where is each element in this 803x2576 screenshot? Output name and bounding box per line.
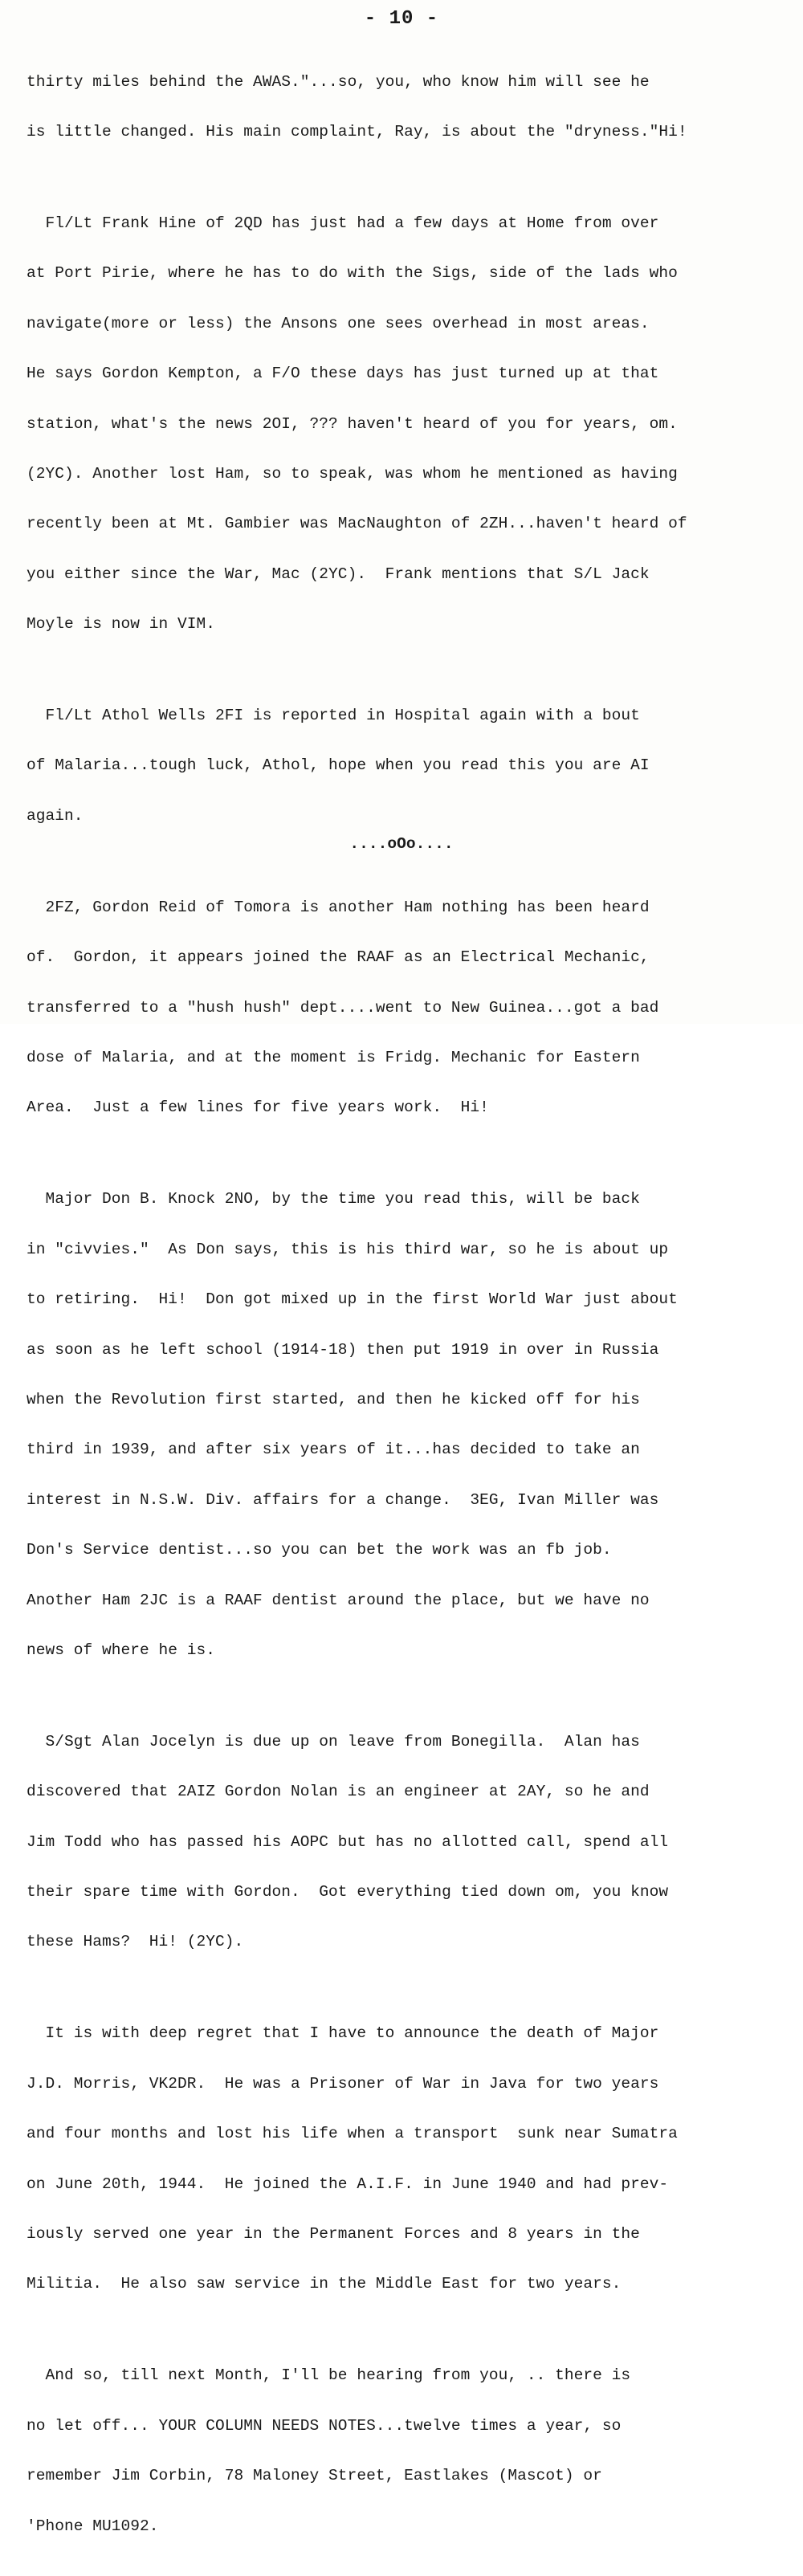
text-line: Militia. He also saw service in the Middle East for two years. (26, 2275, 622, 2293)
paragraph-alan-jocelyn (26, 1700, 749, 1984)
text-line: S/Sgt Alan Jocelyn is due up on leave from Bonegilla. Alan has (26, 1732, 640, 1751)
text-line: of. Gordon, it appears joined the RAAF as an Electrical Mechanic, (26, 948, 650, 967)
paragraph-gordon-reid (26, 866, 749, 1150)
paragraph-frank-hine (26, 181, 749, 666)
text-line: no let off... YOUR COLUMN NEEDS NOTES...twelve times a year, so (26, 2416, 622, 2435)
text-line: these Hams? Hi! (2YC). (26, 1933, 244, 1951)
paragraph-athol-wells (26, 674, 749, 858)
text-line: Fl/Lt Frank Hine of 2QD has just had a few days at Home from over (26, 214, 659, 232)
text-line: remember Jim Corbin, 78 Maloney Street, Eastlakes (Mascot) or (26, 2467, 602, 2485)
closing-ornament: ....oOo.... (349, 835, 454, 853)
text-line: transferred to a "hush hush" dept....went to New Guinea...got a bad (26, 998, 659, 1017)
paragraph-major-morris (26, 1992, 749, 2326)
text-line: And so, till next Month, I'll be hearing from you, .. there is (26, 2366, 631, 2385)
text-line: in "civvies." As Don says, this is his third war, so he is about up (26, 1240, 669, 1258)
text-line: Jim Todd who has passed his AOPC but has no allotted call, spend all (26, 1832, 669, 1851)
text-line: and four months and lost his life when a transport sunk near Sumatra (26, 2125, 678, 2143)
text-line: third in 1939, and after six years of it...has decided to take an (26, 1441, 640, 1459)
text-line: to retiring. Hi! Don got mixed up in the first World War just about (26, 1290, 678, 1309)
page-number: - 10 - (364, 8, 439, 30)
text-line: 'Phone MU1092. (26, 2517, 159, 2535)
text-line: discovered that 2AIZ Gordon Nolan is an engineer at 2AY, so he and (26, 1783, 650, 1801)
text-line: Fl/Lt Athol Wells 2FI is reported in Hospital again with a bout (26, 707, 640, 725)
paragraph-sign-off (26, 2334, 749, 2568)
text-line: recently been at Mt. Gambier was MacNaughton of 2ZH...haven't heard of (26, 515, 687, 533)
text-line: on June 20th, 1944. He joined the A.I.F. in June 1940 and had prev- (26, 2175, 669, 2193)
text-line: station, what's the news 2OI, ??? haven't heard of you for years, om. (26, 414, 678, 433)
text-line: Major Don B. Knock 2NO, by the time you read this, will be back (26, 1190, 640, 1209)
text-line: Moyle is now in VIM. (26, 615, 216, 634)
text-line: (2YC). Another lost Ham, so to speak, was whom he mentioned as having (26, 464, 678, 483)
text-line: Another Ham 2JC is a RAAF dentist around the place, but we have no (26, 1591, 650, 1609)
paragraph-don-knock (26, 1158, 749, 1693)
text-line: thirty miles behind the AWAS."...so, you, who know him will see he (26, 72, 650, 91)
text-line: at Port Pirie, where he has to do with the Sigs, side of the lads who (26, 264, 678, 283)
text-line: when the Revolution first started, and then he kicked off for his (26, 1390, 640, 1408)
text-line: navigate(more or less) the Ansons one sees overhead in most areas. (26, 314, 650, 332)
text-line: again. (26, 806, 84, 825)
text-line: you either since the War, Mac (2YC). Frank mentions that S/L Jack (26, 565, 650, 583)
text-line: their spare time with Gordon. Got everything tied down om, you know (26, 1883, 669, 1901)
text-line: It is with deep regret that I have to announce the death of Major (26, 2024, 659, 2043)
text-line: He says Gordon Kempton, a F/O these days has just turned up at that (26, 365, 659, 383)
text-line: 2FZ, Gordon Reid of Tomora is another Ham nothing has been heard (26, 898, 650, 916)
text-line: iously served one year in the Permanent Forces and 8 years in the (26, 2225, 640, 2243)
text-line: is little changed. His main complaint, Ray, is about the "dryness."Hi! (26, 122, 687, 141)
text-line: Area. Just a few lines for five years work. Hi! (26, 1098, 489, 1117)
body-text (26, 40, 749, 2576)
paragraph-awas (26, 40, 749, 173)
text-line: interest in N.S.W. Div. affairs for a change. 3EG, Ivan Miller was (26, 1490, 659, 1509)
text-line: Don's Service dentist...so you can bet the work was an fb job. (26, 1541, 612, 1559)
text-line: news of where he is. (26, 1641, 216, 1659)
text-line: as soon as he left school (1914-18) then put 1919 in over in Russia (26, 1340, 659, 1359)
text-line: of Malaria...tough luck, Athol, hope when you read this you are AI (26, 756, 650, 775)
text-line: dose of Malaria, and at the moment is Fridg. Mechanic for Eastern (26, 1049, 640, 1067)
text-line: J.D. Morris, VK2DR. He was a Prisoner of War in Java for two years (26, 2074, 659, 2093)
